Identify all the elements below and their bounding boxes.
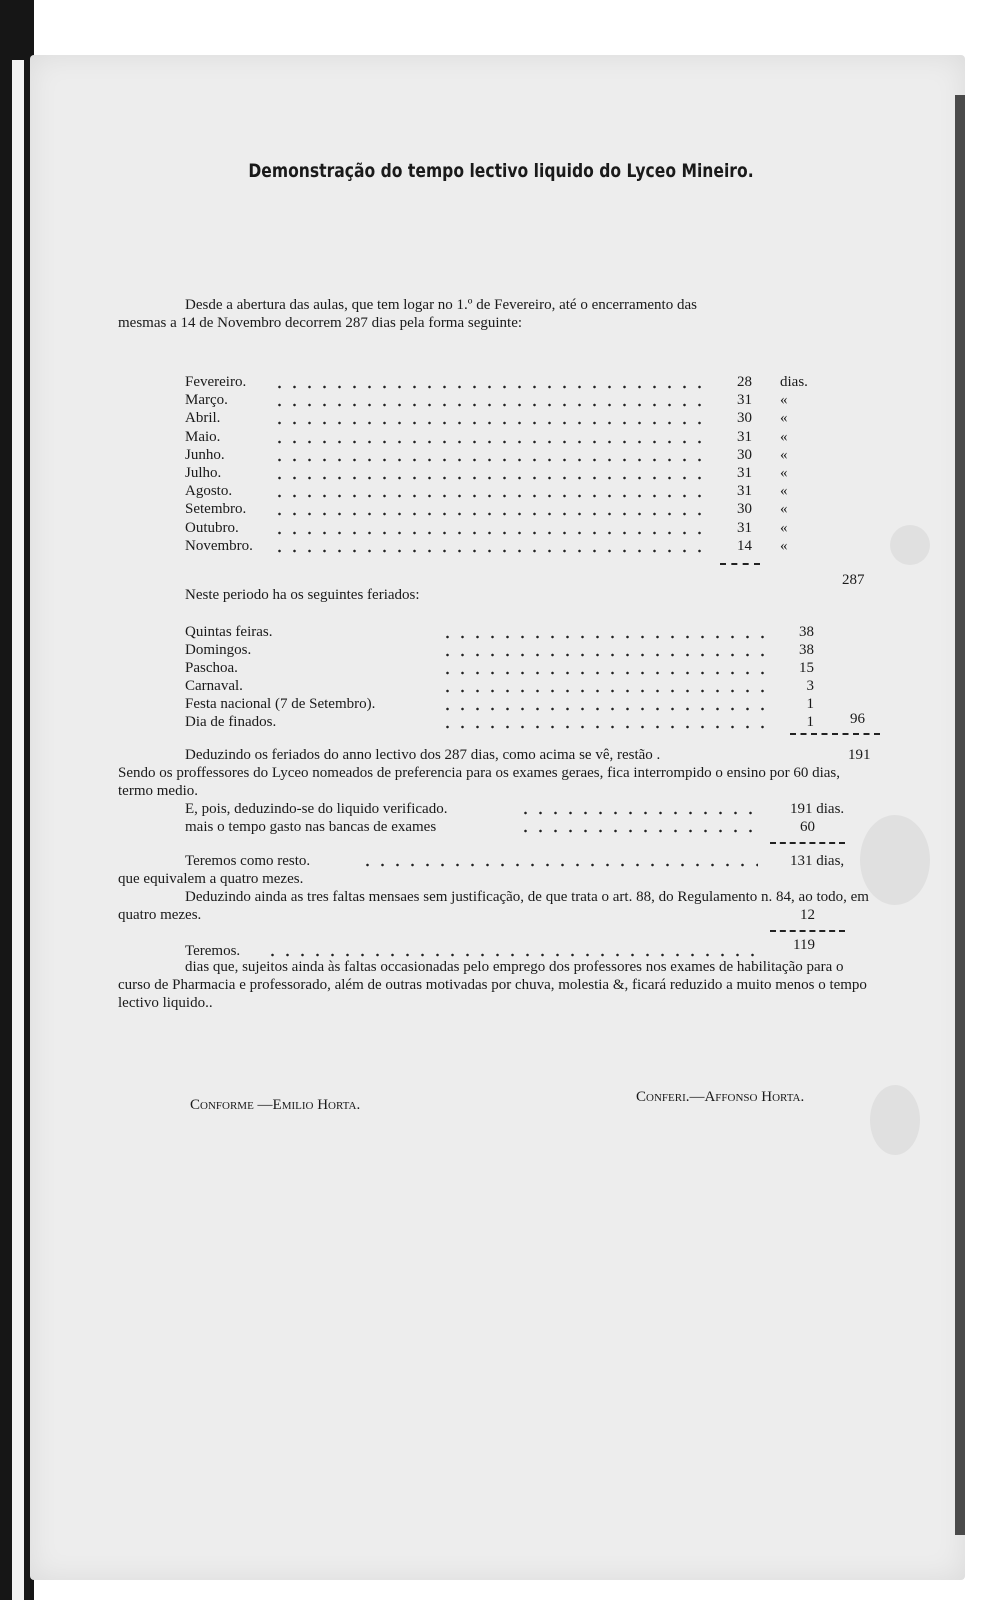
month-name: Maio. [185, 429, 221, 445]
further-sum-rule [770, 930, 845, 932]
month-unit: « [780, 483, 788, 499]
leader-dots [272, 549, 712, 553]
deduction-text: Deduzindo os feriados do anno lectivo dos 287 dias, como acima se vê, restão . [185, 747, 661, 763]
holiday-days: 1 [806, 714, 814, 730]
leader-dots [440, 707, 770, 711]
month-unit: « [780, 410, 788, 426]
holiday-days: 38 [799, 642, 814, 658]
month-name: Fevereiro. [185, 374, 247, 390]
month-days: 28 [737, 374, 752, 390]
leader-dots [272, 476, 712, 480]
month-name: Março. [185, 392, 228, 408]
further-paragraph: Deduzindo ainda as tres faltas mensaes sem justificação, de que trata o art. 88, do Regulamento n. 84, ao todo, em quatro mezes. [118, 889, 869, 923]
month-unit: « [780, 447, 788, 463]
holidays-total: 96 [850, 711, 865, 727]
intro-line-2: mesmas a 14 de Novembro decorrem 287 dias pela forma seguinte: [118, 315, 523, 331]
month-unit: « [780, 520, 788, 536]
leader-dots [360, 863, 758, 867]
holiday-name: Dia de finados. [185, 714, 277, 730]
holiday-name: Carnaval. [185, 678, 243, 694]
holiday-name: Quintas feiras. [185, 624, 273, 640]
computation-line-1: E, pois, deduzindo-se do liquido verificado. [185, 801, 448, 817]
holiday-name: Domingos. [185, 642, 252, 658]
leader-dots [440, 653, 770, 657]
leader-dots [518, 829, 758, 833]
leader-dots [440, 725, 770, 729]
month-unit: « [780, 392, 788, 408]
holidays-heading: Neste periodo ha os seguintes feriados: [185, 587, 420, 603]
month-days: 31 [737, 429, 752, 445]
scan-right-edge [955, 95, 965, 1535]
month-unit: « [780, 501, 788, 517]
month-name: Setembro. [185, 501, 247, 517]
computation-line-2: mais o tempo gasto nas bancas de exames [185, 819, 437, 835]
months-sum-rule [720, 563, 760, 565]
leader-dots [518, 811, 758, 815]
final-label: Teremos. [185, 943, 241, 959]
scan-left-strip [12, 60, 24, 1600]
computation-value-2: 60 [800, 819, 815, 835]
month-days: 30 [737, 447, 752, 463]
final-value: 119 [793, 937, 815, 953]
month-days: 31 [737, 465, 752, 481]
holiday-days: 38 [799, 624, 814, 640]
month-days: 14 [737, 538, 752, 554]
leader-dots [272, 512, 712, 516]
leader-dots [272, 421, 712, 425]
month-name: Julho. [185, 465, 222, 481]
leader-dots [272, 385, 712, 389]
month-days: 30 [737, 410, 752, 426]
month-unit: « [780, 538, 788, 554]
paper-stain [870, 1085, 920, 1155]
month-unit: dias. [780, 374, 808, 390]
leader-dots [440, 689, 770, 693]
leader-dots [272, 494, 712, 498]
page-title: Demonstração do tempo lectivo liquido do Lyceo Mineiro. [248, 160, 754, 182]
holidays-sum-rule [790, 733, 880, 735]
month-name: Abril. [185, 410, 221, 426]
computation-value-1: 191 dias. [790, 801, 845, 817]
signature-right: Conferi.—Affonso Horta. [636, 1089, 805, 1105]
month-unit: « [780, 429, 788, 445]
result-label: Teremos como resto. [185, 853, 311, 869]
result-value: 131 dias, [790, 853, 845, 869]
computation-sum-rule [770, 842, 845, 844]
signature-left: Conforme —Emilio Horta. [190, 1097, 361, 1113]
holiday-days: 15 [799, 660, 814, 676]
leader-dots [272, 403, 712, 407]
month-unit: « [780, 465, 788, 481]
leader-dots [265, 953, 758, 957]
month-days: 31 [737, 520, 752, 536]
month-days: 31 [737, 483, 752, 499]
further-value: 12 [800, 907, 815, 923]
month-name: Novembro. [185, 538, 253, 554]
leader-dots [440, 671, 770, 675]
months-total: 287 [842, 572, 865, 588]
month-days: 31 [737, 392, 752, 408]
leader-dots [272, 458, 712, 462]
interruption-paragraph: Sendo os proffessores do Lyceo nomeados de preferencia para os exames geraes, fica interrompido o ensino por 60 dias, termo medio. [118, 765, 840, 799]
month-name: Agosto. [185, 483, 233, 499]
result-note: que equivalem a quatro mezes. [118, 871, 304, 887]
holiday-name: Festa nacional (7 de Setembro). [185, 696, 376, 712]
deduction-value: 191 [848, 747, 871, 763]
leader-dots [272, 440, 712, 444]
month-days: 30 [737, 501, 752, 517]
holiday-days: 1 [806, 696, 814, 712]
month-name: Outubro. [185, 520, 239, 536]
leader-dots [272, 531, 712, 535]
holiday-name: Paschoa. [185, 660, 238, 676]
leader-dots [440, 635, 770, 639]
month-name: Junho. [185, 447, 225, 463]
intro-line-1: Desde a abertura das aulas, que tem logar no 1.º de Fevereiro, até o encerramento das [185, 297, 697, 313]
final-paragraph: dias que, sujeitos ainda às faltas occasionadas pelo emprego dos professores nos exames de habilitação para o curso de Pharmacia e professorado, além de outras motivadas por chuva, molestia &, ficará reduzido a muito menos o tempo lectivo liquido.. [118, 959, 867, 1011]
paper-stain [890, 525, 930, 565]
holiday-days: 3 [806, 678, 814, 694]
